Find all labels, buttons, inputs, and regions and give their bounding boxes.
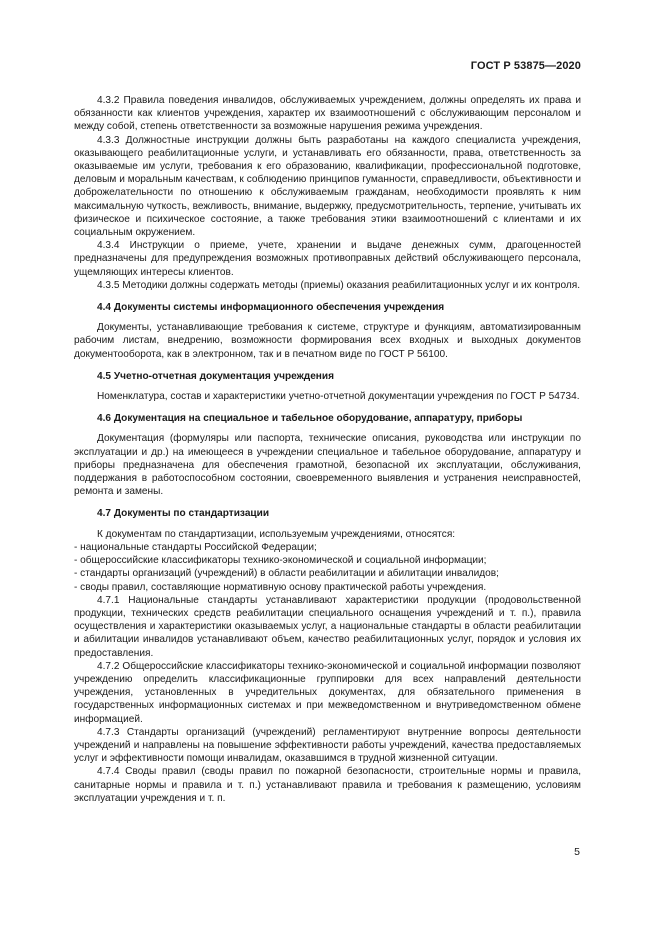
page-number: 5	[574, 846, 580, 858]
clause-4-7-3: 4.7.3 Стандарты организаций (учреждений) регламентируют внутренние вопросы деятельности учреждений и направлены на повышение эффективности работы учреждений, качества предоставляемых услуг и эффективности помощи инвалидам, оказавшимся в трудной жизненной ситуации.	[74, 726, 581, 765]
clause-4-7-1: 4.7.1 Национальные стандарты устанавливают характеристики продукции (продовольственной продукции, технических средств реабилитации специального оснащения учреждений и т. п.), правила осуществления и характеристики оказываемых услуг, а национальные стандарты в области реабилитации и абилитации инвалидов устанавливают объем, качество реабилитационных услуг, порядок и условия их предоставления.	[74, 594, 581, 659]
list-item: - своды правил, составляющие нормативную основу практической работы учреждения.	[74, 581, 487, 593]
document-body	[74, 94, 581, 805]
section-4-5-text: Номенклатура, состав и характеристики учетно-отчетной документации учреждения по ГОСТ Р 54734.	[97, 391, 580, 403]
list-item: - общероссийские классификаторы технико-экономической и социальной информации;	[74, 555, 487, 567]
clause-4-3-5: 4.3.5 Методики должны содержать методы (приемы) оказания реабилитационных услуг и их контроля.	[97, 279, 581, 291]
clause-4-3-2: 4.3.2 Правила поведения инвалидов, обслуживаемых учреждением, должны определять их права и обязанности как клиентов учреждения, характер их взаимоотношений с обслуживающим персоналом и между собой, степень ответственности за возможные нарушения режима учреждения.	[74, 95, 581, 133]
section-4-4-text: Документы, устанавливающие требования к системе, структуре и функциям, автоматизированным рабочим листам, внедрению, возможности формирования всех входных и выходных документов документооборота, как в электронном, так и в печатном виде по ГОСТ Р 56100.	[74, 322, 581, 360]
clause-4-3-4: 4.3.4 Инструкции о приеме, учете, хранении и выдаче денежных сумм, драгоценностей предназначены для предупреждения возможных противоправных действий обслуживающего персонала, ущемляющих интересы клиентов.	[74, 240, 581, 278]
section-4-7-heading: 4.7 Документы по стандартизации	[97, 508, 270, 520]
list-item: - национальные стандарты Российской Федерации;	[74, 541, 317, 553]
section-4-6-text: Документация (формуляры или паспорта, технические описания, руководства или инструкции по эксплуатации и др.) на имеющееся в учреждении специальное и табельное оборудование, аппаратуру и приборы предназначена для обеспечения грамотной, безопасной их эксплуатации, обслуживания, поддержания в работоспособном состоянии, своевременного выявления и устранения неисправностей, ремонта и замены.	[74, 433, 581, 498]
section-4-6-heading: 4.6 Документация на специальное и табельное оборудование, аппаратуру, приборы	[97, 413, 523, 425]
clause-4-3-3: 4.3.3 Должностные инструкции должны быть разработаны на каждого специалиста учреждения, оказывающего реабилитационные услуги, и устанавливать его обязанности, права, ответственность за оказываемые им услуги, требования к его образованию, квалификации, профессиональной подготовке, деловым и моральным качествам, к соблюдению принципов гуманности, справедливости, объективности и доброжелательности по отношению к обслуживаемым гражданам, необходимости проявлять к ним максимальную чуткость, вежливость, внимание, выдержку, предусмотрительность, терпение, учитывать их физическое и психическое состояние, а также требования этики взаимоотношений с клиентами и их социальным окружением.	[74, 134, 581, 239]
clause-4-7-2: 4.7.2 Общероссийские классификаторы технико-экономической и социальной информации позволяют учреждению определить классификационные группировки для всех направлений деятельности учреждения, установленных в учредительных документах, для обязательного применения в государственных информационных системах и при межведомственном и внутриведомственном обмене информацией.	[74, 660, 581, 725]
section-4-5-heading: 4.5 Учетно-отчетная документация учреждения	[97, 370, 335, 382]
section-4-7-intro: К документам по стандартизации, используемым учреждениями, относятся:	[97, 528, 456, 540]
list-item: - стандарты организаций (учреждений) в области реабилитации и абилитации инвалидов;	[74, 568, 499, 580]
standard-designation: ГОСТ Р 53875—2020	[470, 60, 581, 72]
clause-4-7-4: 4.7.4 Своды правил (своды правил по пожарной безопасности, строительные нормы и правила, санитарные нормы и правила и т. п.) устанавливают правила и требования к размещению, условиям эксплуатации учреждения и т. п.	[74, 766, 581, 804]
section-4-4-heading: 4.4 Документы системы информационного обеспечения учреждения	[97, 302, 445, 314]
